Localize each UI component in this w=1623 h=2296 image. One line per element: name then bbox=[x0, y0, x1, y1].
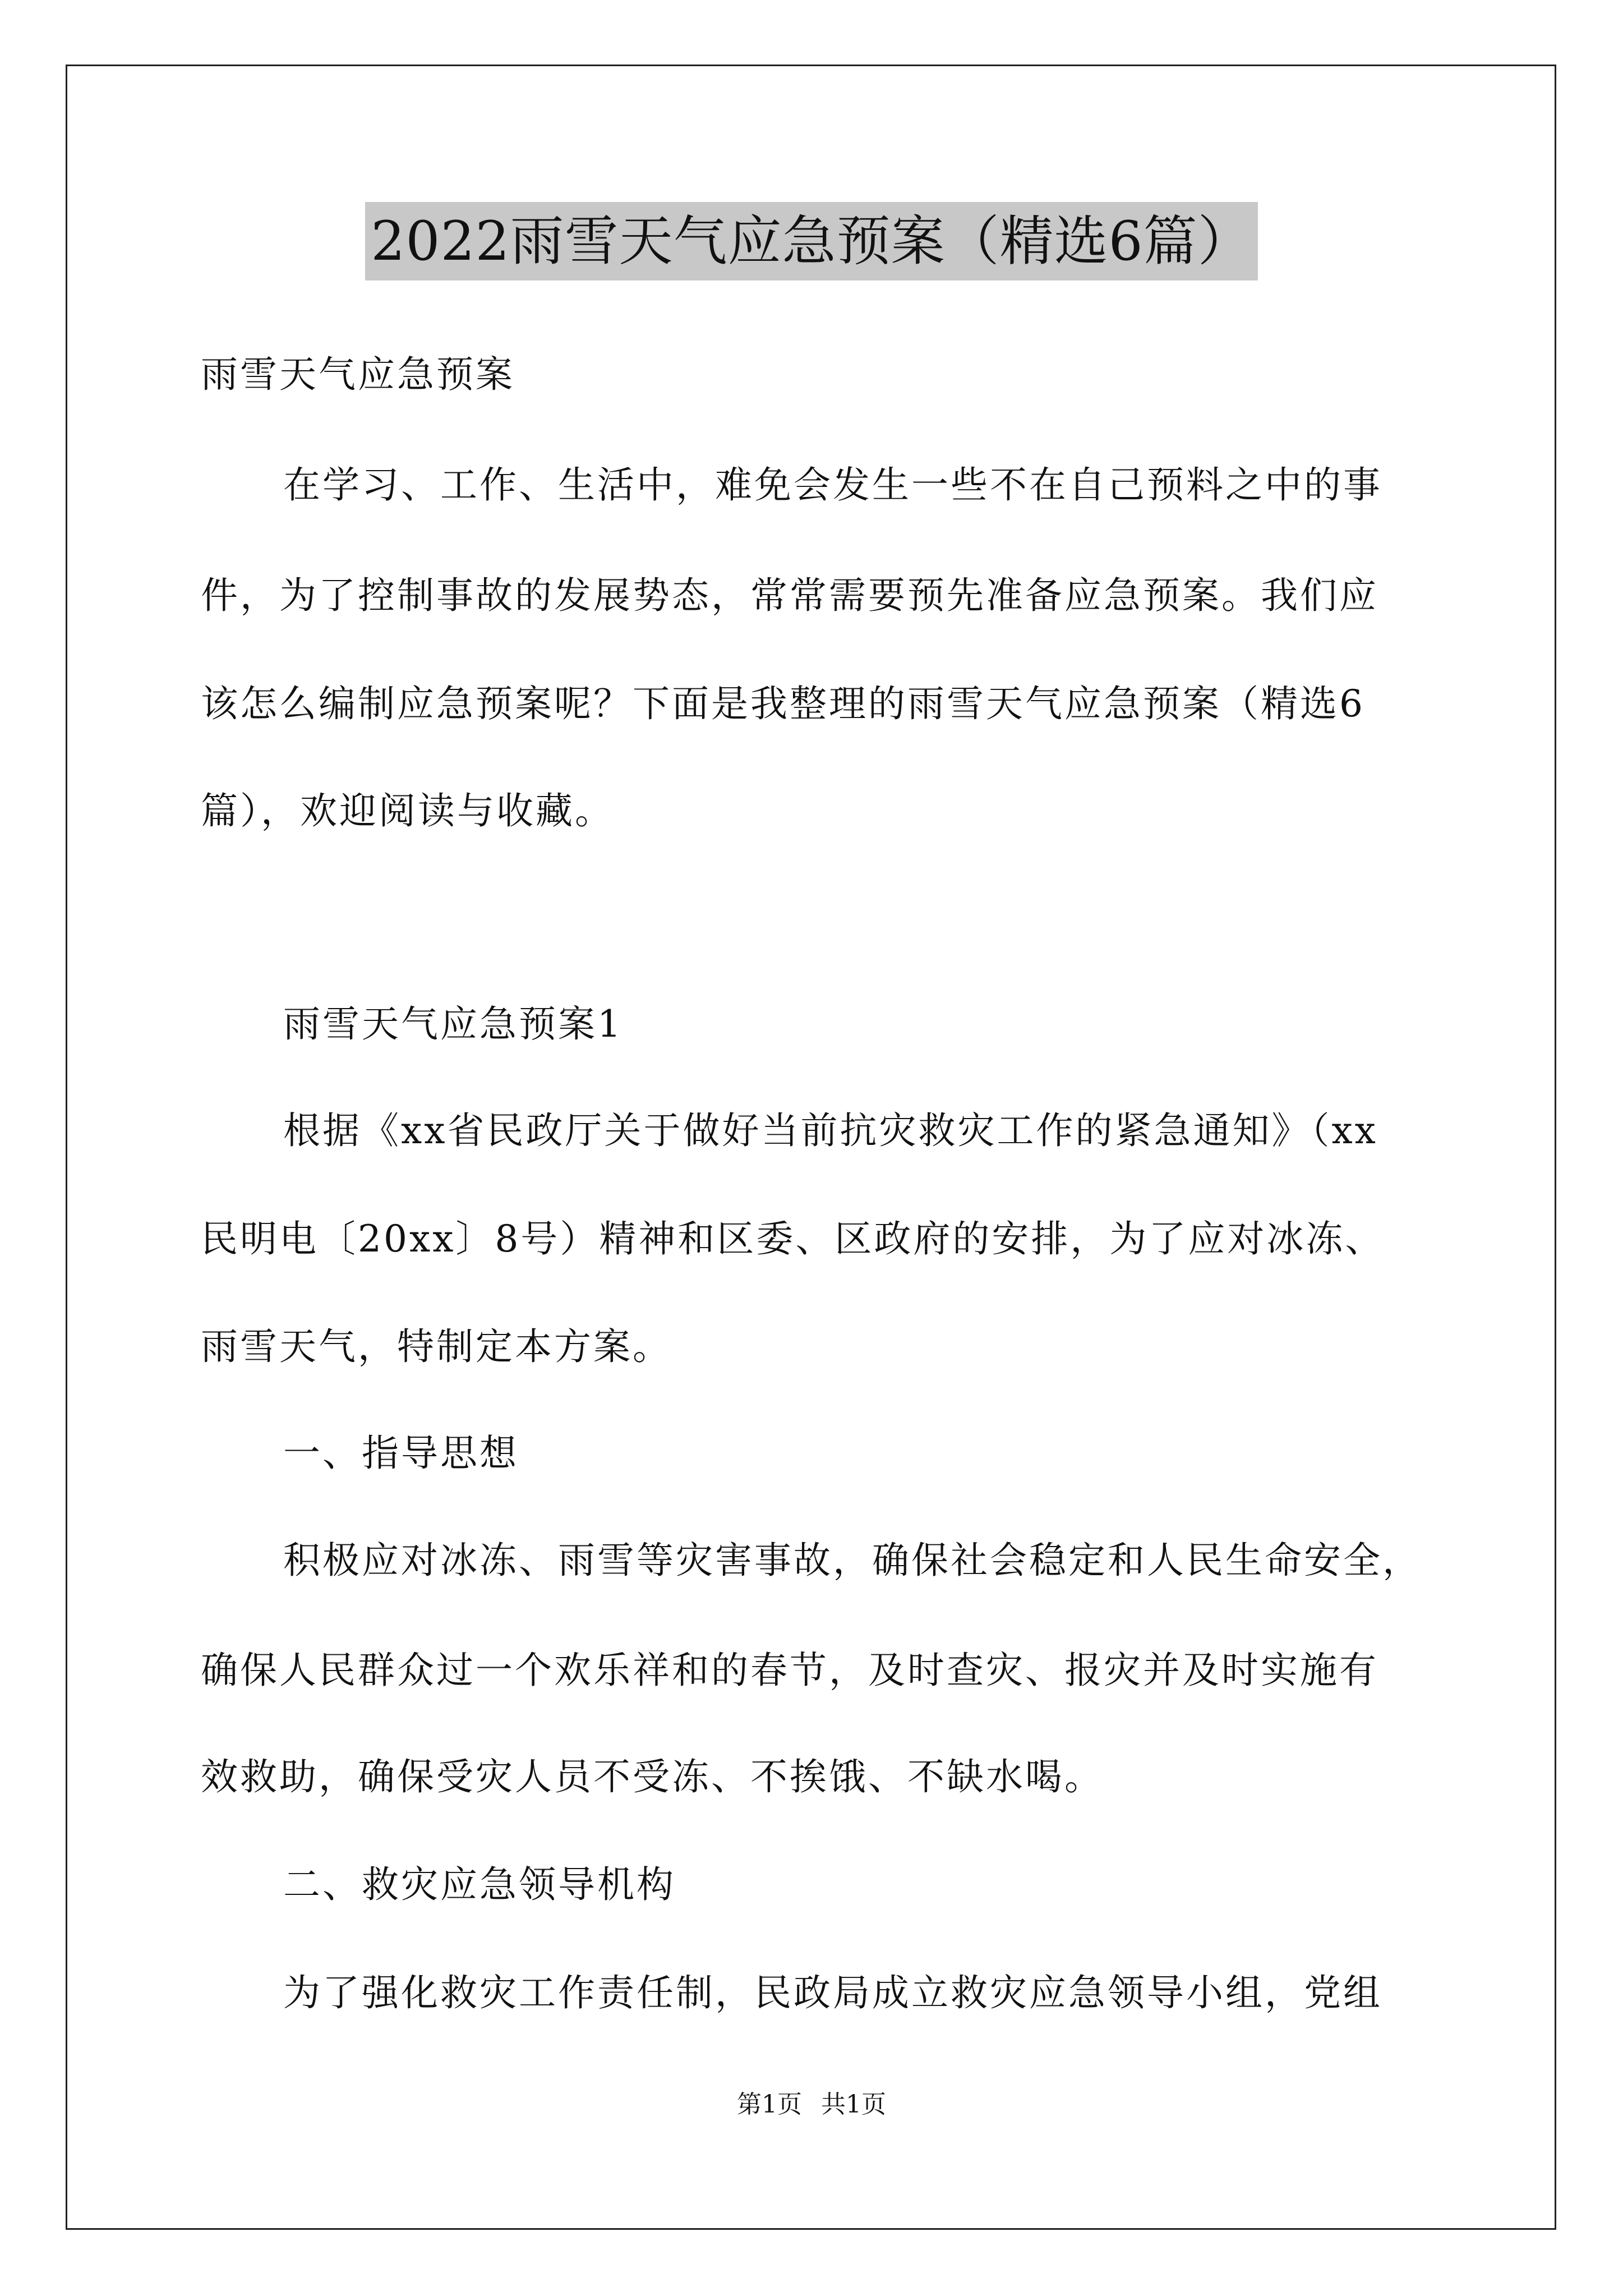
paragraph-line: 民明电〔20xx〕8号）精神和区委、区政府的安排，为了应对冰冻、 bbox=[201, 1217, 1385, 1260]
paragraph-line: 在学习、工作、生活中，难免会发生一些不在自己预料之中的事 bbox=[283, 463, 1382, 507]
paragraph-line: 积极应对冰冻、雨雪等灾害事故，确保社会稳定和人民生命安全， bbox=[283, 1539, 1422, 1582]
paragraph-line: 该怎么编制应急预案呢？下面是我整理的雨雪天气应急预案（精选6 bbox=[201, 682, 1365, 725]
subtitle-line: 雨雪天气应急预案 bbox=[201, 353, 515, 396]
document-title: 2022雨雪天气应急预案（精选6篇） bbox=[365, 202, 1257, 280]
paragraph-line: 件，为了控制事故的发展势态，常常需要预先准备应急预案。我们应 bbox=[201, 574, 1378, 617]
paragraph-line: 篇），欢迎阅读与收藏。 bbox=[201, 789, 614, 832]
paragraph-line: 为了强化救灾工作责任制，民政局成立救灾应急领导小组，党组 bbox=[283, 1971, 1382, 2014]
page-footer bbox=[0, 2088, 1623, 2122]
page-number: 第1页 bbox=[737, 2090, 802, 2119]
paragraph-line: 根据《xx省民政厅关于做好当前抗灾救灾工作的紧急通知》（xx bbox=[283, 1109, 1378, 1152]
section-heading: 一、指导思想 bbox=[283, 1432, 519, 1475]
section-heading: 雨雪天气应急预案1 bbox=[283, 1002, 623, 1046]
paragraph-line: 效救助，确保受灾人员不受冻、不挨饿、不缺水喝。 bbox=[201, 1755, 1104, 1798]
paragraph-line: 雨雪天气，特制定本方案。 bbox=[201, 1325, 672, 1368]
section-heading: 二、救灾应急领导机构 bbox=[283, 1863, 676, 1906]
page-total: 共1页 bbox=[821, 2090, 886, 2119]
title-container bbox=[0, 202, 1623, 280]
paragraph-line: 确保人民群众过一个欢乐祥和的春节，及时查灾、报灾并及时实施有 bbox=[201, 1649, 1378, 1692]
